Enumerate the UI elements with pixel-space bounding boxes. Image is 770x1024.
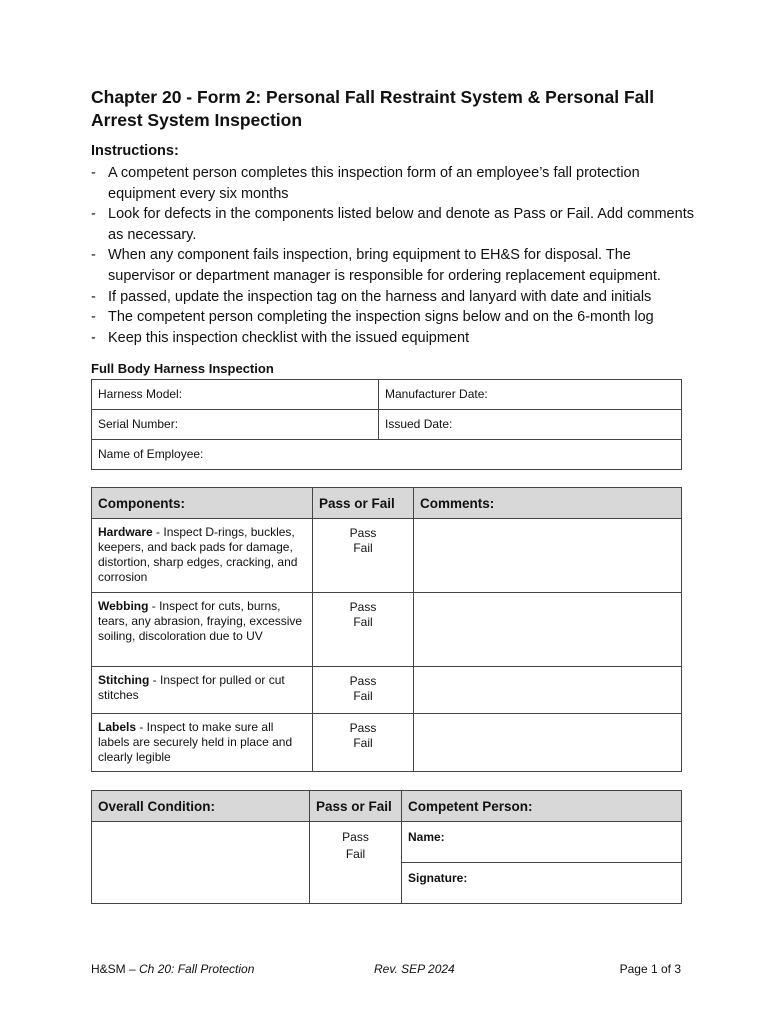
harness-info-table	[91, 379, 682, 470]
pass-fail-header: Pass or Fail	[313, 488, 414, 519]
pass-fail-cell[interactable]	[313, 667, 414, 714]
fail-option[interactable]: Fail	[353, 736, 373, 750]
employee-name-field[interactable]: Name of Employee:	[92, 440, 682, 470]
component-description: Webbing - Inspect for cuts, burns, tears, any abrasion, fraying, excessive soiling, discoloration due to UV	[92, 593, 313, 667]
instructions-list	[91, 163, 701, 348]
serial-number-field[interactable]: Serial Number:	[92, 410, 379, 440]
fail-option[interactable]: Fail	[353, 615, 373, 629]
table-row	[92, 667, 682, 714]
instruction-item: - A competent person completes this inspection form of an employee’s fall protection equipment every six months	[91, 165, 640, 202]
footer-revision: Rev. SEP 2024	[374, 962, 455, 976]
components-header: Components:	[92, 488, 313, 519]
pass-fail-cell[interactable]	[313, 519, 414, 593]
page-title: Chapter 20 - Form 2: Personal Fall Restraint System & Personal Fall Arrest System Inspection	[91, 87, 655, 130]
comments-header: Comments:	[414, 488, 682, 519]
overall-condition-table	[91, 790, 682, 904]
pass-option[interactable]: Pass	[342, 830, 369, 844]
harness-section-heading: Full Body Harness Inspection	[91, 361, 274, 376]
instruction-item: - When any component fails inspection, bring equipment to EH&S for disposal. The supervisor or department manager is responsible for ordering replacement equipment.	[91, 247, 661, 284]
competent-person-header: Competent Person:	[402, 791, 682, 822]
instruction-item: - Look for defects in the components listed below and denote as Pass or Fail. Add comments as necessary.	[91, 206, 694, 243]
competent-person-signature-field[interactable]: Signature:	[402, 863, 682, 904]
overall-pass-fail-cell[interactable]	[310, 822, 402, 904]
pass-option[interactable]: Pass	[349, 721, 377, 735]
component-description: Labels - Inspect to make sure all labels are securely held in place and clearly legible	[92, 714, 313, 772]
comments-cell[interactable]	[414, 593, 682, 667]
instruction-item: - Keep this inspection checklist with the issued equipment	[91, 329, 470, 346]
table-row	[92, 714, 682, 772]
competent-person-name-field[interactable]: Name:	[402, 822, 682, 863]
components-table	[91, 487, 682, 772]
component-description: Hardware - Inspect D-rings, buckles, keepers, and back pads for damage, distortion, sharp edges, cracking, and corrosion	[92, 519, 313, 593]
fail-option[interactable]: Fail	[353, 541, 373, 555]
overall-condition-header: Overall Condition:	[92, 791, 310, 822]
pass-fail-cell[interactable]	[313, 593, 414, 667]
pass-option[interactable]: Pass	[349, 600, 377, 614]
instructions-heading: Instructions:	[91, 143, 179, 159]
fail-option[interactable]: Fail	[345, 847, 366, 861]
footer-left: H&SM – Ch 20: Fall Protection	[91, 962, 255, 976]
component-description: Stitching - Inspect for pulled or cut stitches	[92, 667, 313, 714]
overall-condition-cell[interactable]	[92, 822, 310, 904]
overall-pass-fail-header: Pass or Fail	[310, 791, 402, 822]
pass-fail-cell[interactable]	[313, 714, 414, 772]
pass-option[interactable]: Pass	[349, 526, 377, 540]
instruction-item: - The competent person completing the inspection signs below and on the 6-month log	[91, 309, 654, 326]
pass-option[interactable]: Pass	[349, 674, 377, 688]
issued-date-field[interactable]: Issued Date:	[379, 410, 682, 440]
table-row	[92, 519, 682, 593]
comments-cell[interactable]	[414, 667, 682, 714]
fail-option[interactable]: Fail	[353, 689, 373, 703]
table-row	[92, 593, 682, 667]
footer-page-number: Page 1 of 3	[619, 962, 681, 976]
harness-model-field[interactable]: Harness Model:	[92, 380, 379, 410]
comments-cell[interactable]	[414, 714, 682, 772]
manufacturer-date-field[interactable]: Manufacturer Date:	[379, 380, 682, 410]
instruction-item: - If passed, update the inspection tag on the harness and lanyard with date and initials	[91, 288, 652, 305]
comments-cell[interactable]	[414, 519, 682, 593]
